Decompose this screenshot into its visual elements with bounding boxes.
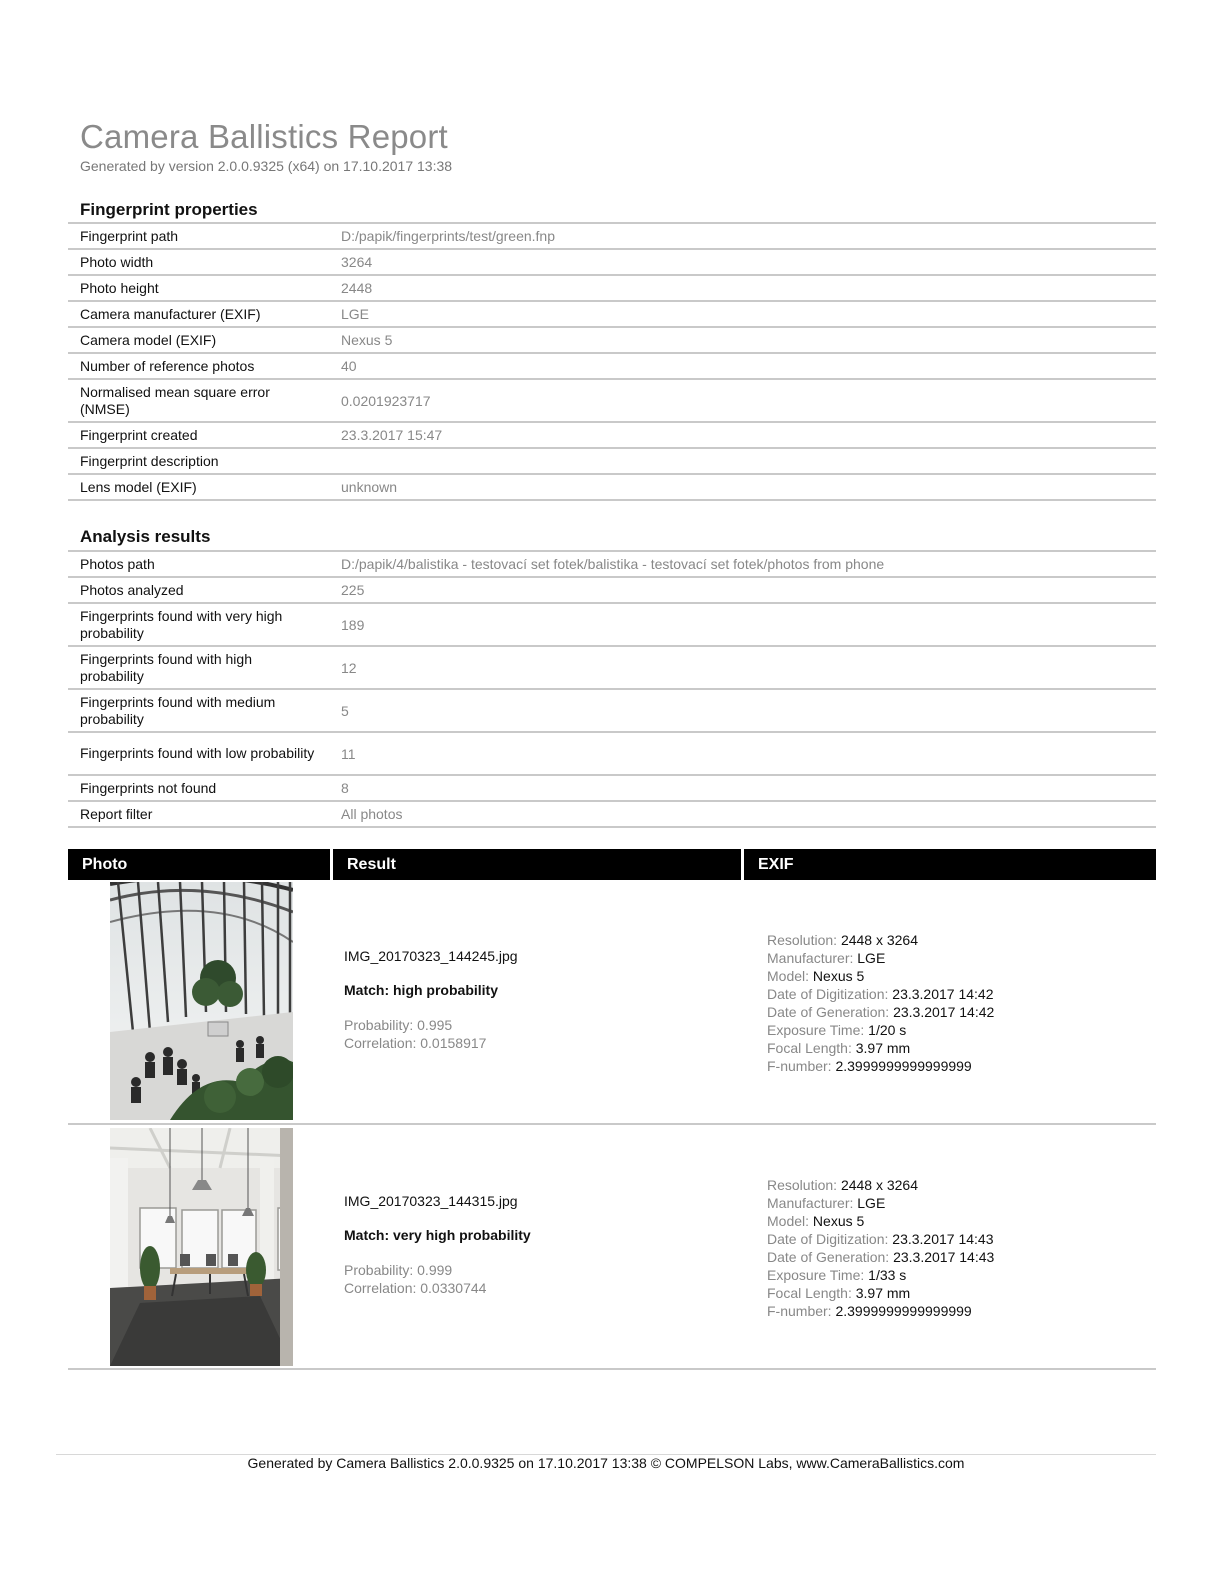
exif-value: 2448 x 3264	[840, 1177, 919, 1193]
property-label: Lens model (EXIF)	[68, 474, 329, 500]
property-label: Number of reference photos	[68, 353, 329, 379]
property-label: Camera manufacturer (EXIF)	[68, 301, 329, 327]
match-status: Match: high probability	[344, 982, 498, 998]
table-row	[68, 577, 1156, 603]
exif-line	[767, 985, 994, 1003]
exif-label: Date of Digitization:	[767, 986, 889, 1002]
exif-label: Manufacturer:	[767, 950, 854, 966]
result-value: All photos	[329, 801, 1156, 827]
exif-label: Date of Generation:	[767, 1004, 890, 1020]
result-column-header: Result	[333, 849, 741, 880]
exif-value: 23.3.2017 14:43	[892, 1231, 994, 1247]
exif-value: 3.97 mm	[855, 1040, 911, 1056]
exif-label: Date of Generation:	[767, 1249, 890, 1265]
table-row	[68, 275, 1156, 301]
probability-value: Probability: 0.999	[344, 1262, 453, 1278]
table-row	[68, 422, 1156, 448]
exif-label: Exposure Time:	[767, 1022, 865, 1038]
property-value: D:/papik/fingerprints/test/green.fnp	[329, 223, 1156, 249]
exif-label: Focal Length:	[767, 1040, 852, 1056]
property-value: 23.3.2017 15:47	[329, 422, 1156, 448]
property-value: 3264	[329, 249, 1156, 275]
result-value: 189	[329, 603, 1156, 646]
result-label: Fingerprints found with medium probability	[68, 689, 329, 732]
correlation-value: Correlation: 0.0330744	[344, 1280, 487, 1296]
result-value: D:/papik/4/balistika - testovací set fotek/balistika - testovací set fotek/photos from phone	[329, 551, 1156, 577]
property-value: unknown	[329, 474, 1156, 500]
probability-value: Probability: 0.995	[344, 1017, 453, 1033]
report-footer: Generated by Camera Ballistics 2.0.0.9325 on 17.10.2017 13:38 © COMPELSON Labs, www.CameraBallistics.com	[247, 1455, 965, 1471]
exif-label: Focal Length:	[767, 1285, 852, 1301]
table-row	[68, 689, 1156, 732]
exif-label: Model:	[767, 1213, 810, 1229]
result-label: Photos path	[68, 551, 329, 577]
exif-value: LGE	[857, 950, 886, 966]
table-row	[68, 732, 1156, 775]
exif-value: 23.3.2017 14:43	[893, 1249, 995, 1265]
match-stats	[344, 1016, 518, 1052]
exif-line	[767, 949, 994, 967]
match-status: Match: very high probability	[344, 1227, 531, 1243]
table-row	[68, 474, 1156, 500]
photo-row	[68, 880, 1156, 1125]
table-row	[68, 379, 1156, 422]
exif-label: F-number:	[767, 1058, 832, 1074]
exif-value: Nexus 5	[812, 968, 865, 984]
exif-label: Resolution:	[767, 1177, 838, 1193]
result-value: 5	[329, 689, 1156, 732]
exif-value: 23.3.2017 14:42	[892, 986, 994, 1002]
result-label: Photos analyzed	[68, 577, 329, 603]
exif-value: 2448 x 3264	[840, 932, 919, 948]
exif-value: 1/33 s	[868, 1267, 907, 1283]
table-row	[68, 775, 1156, 801]
report-title: Camera Ballistics Report	[80, 118, 448, 155]
exif-value: Nexus 5	[812, 1213, 865, 1229]
table-row	[68, 448, 1156, 474]
exif-value: 2.3999999999999999	[835, 1058, 972, 1074]
exif-value: LGE	[857, 1195, 886, 1211]
table-row	[68, 801, 1156, 827]
property-label: Normalised mean square error (NMSE)	[68, 379, 329, 422]
exif-value: 23.3.2017 14:42	[893, 1004, 995, 1020]
exif-line	[767, 1248, 994, 1266]
exif-line	[767, 1266, 994, 1284]
exif-label: Date of Digitization:	[767, 1231, 889, 1247]
exif-line	[767, 1194, 994, 1212]
property-value: 2448	[329, 275, 1156, 301]
property-value	[329, 448, 1156, 474]
photos-table-header	[68, 849, 1156, 880]
table-row	[68, 223, 1156, 249]
result-label: Fingerprints found with high probability	[68, 646, 329, 689]
exif-line	[767, 1230, 994, 1248]
photo-thumbnail-atrium	[110, 882, 293, 1120]
result-block	[344, 1193, 531, 1297]
table-row	[68, 353, 1156, 379]
property-value: Nexus 5	[329, 327, 1156, 353]
property-label: Fingerprint description	[68, 448, 329, 474]
exif-value: 2.3999999999999999	[835, 1303, 972, 1319]
exif-value: 1/20 s	[868, 1022, 907, 1038]
exif-line	[767, 1284, 994, 1302]
fingerprint-section-title: Fingerprint properties	[80, 200, 258, 219]
result-value: 225	[329, 577, 1156, 603]
result-label: Fingerprints found with very high probability	[68, 603, 329, 646]
photo-filename: IMG_20170323_144245.jpg	[344, 948, 518, 964]
exif-line	[767, 1003, 994, 1021]
exif-line	[767, 967, 994, 985]
table-row	[68, 249, 1156, 275]
exif-line	[767, 1021, 994, 1039]
property-label: Fingerprint created	[68, 422, 329, 448]
property-label: Photo height	[68, 275, 329, 301]
result-label: Report filter	[68, 801, 329, 827]
property-value: 40	[329, 353, 1156, 379]
exif-line	[767, 931, 994, 949]
result-value: 12	[329, 646, 1156, 689]
exif-label: F-number:	[767, 1303, 832, 1319]
property-value: LGE	[329, 301, 1156, 327]
table-row	[68, 603, 1156, 646]
correlation-value: Correlation: 0.0158917	[344, 1035, 487, 1051]
analysis-section-title: Analysis results	[80, 527, 211, 546]
property-label: Camera model (EXIF)	[68, 327, 329, 353]
result-value: 8	[329, 775, 1156, 801]
photo-row	[68, 1125, 1156, 1370]
table-row	[68, 551, 1156, 577]
photo-filename: IMG_20170323_144315.jpg	[344, 1193, 518, 1209]
result-block	[344, 948, 518, 1052]
exif-label: Manufacturer:	[767, 1195, 854, 1211]
exif-block	[767, 931, 994, 1075]
photo-thumbnail-office	[110, 1128, 293, 1366]
property-label: Fingerprint path	[68, 223, 329, 249]
exif-line	[767, 1212, 994, 1230]
exif-block	[767, 1176, 994, 1320]
exif-column-header: EXIF	[744, 849, 1156, 880]
result-label: Fingerprints found with low probability	[68, 732, 329, 775]
exif-line	[767, 1302, 994, 1320]
property-value: 0.0201923717	[329, 379, 1156, 422]
analysis-results-table	[68, 550, 1156, 828]
match-stats	[344, 1261, 531, 1297]
exif-line	[767, 1039, 994, 1057]
exif-label: Exposure Time:	[767, 1267, 865, 1283]
exif-label: Resolution:	[767, 932, 838, 948]
result-value: 11	[329, 732, 1156, 775]
table-row	[68, 646, 1156, 689]
table-row	[68, 301, 1156, 327]
property-label: Photo width	[68, 249, 329, 275]
fingerprint-properties-table	[68, 222, 1156, 501]
exif-line	[767, 1057, 994, 1075]
photo-column-header: Photo	[68, 849, 330, 880]
report-subtitle: Generated by version 2.0.0.9325 (x64) on 17.10.2017 13:38	[80, 158, 453, 174]
exif-line	[767, 1176, 994, 1194]
exif-label: Model:	[767, 968, 810, 984]
exif-value: 3.97 mm	[855, 1285, 911, 1301]
table-row	[68, 327, 1156, 353]
result-label: Fingerprints not found	[68, 775, 329, 801]
